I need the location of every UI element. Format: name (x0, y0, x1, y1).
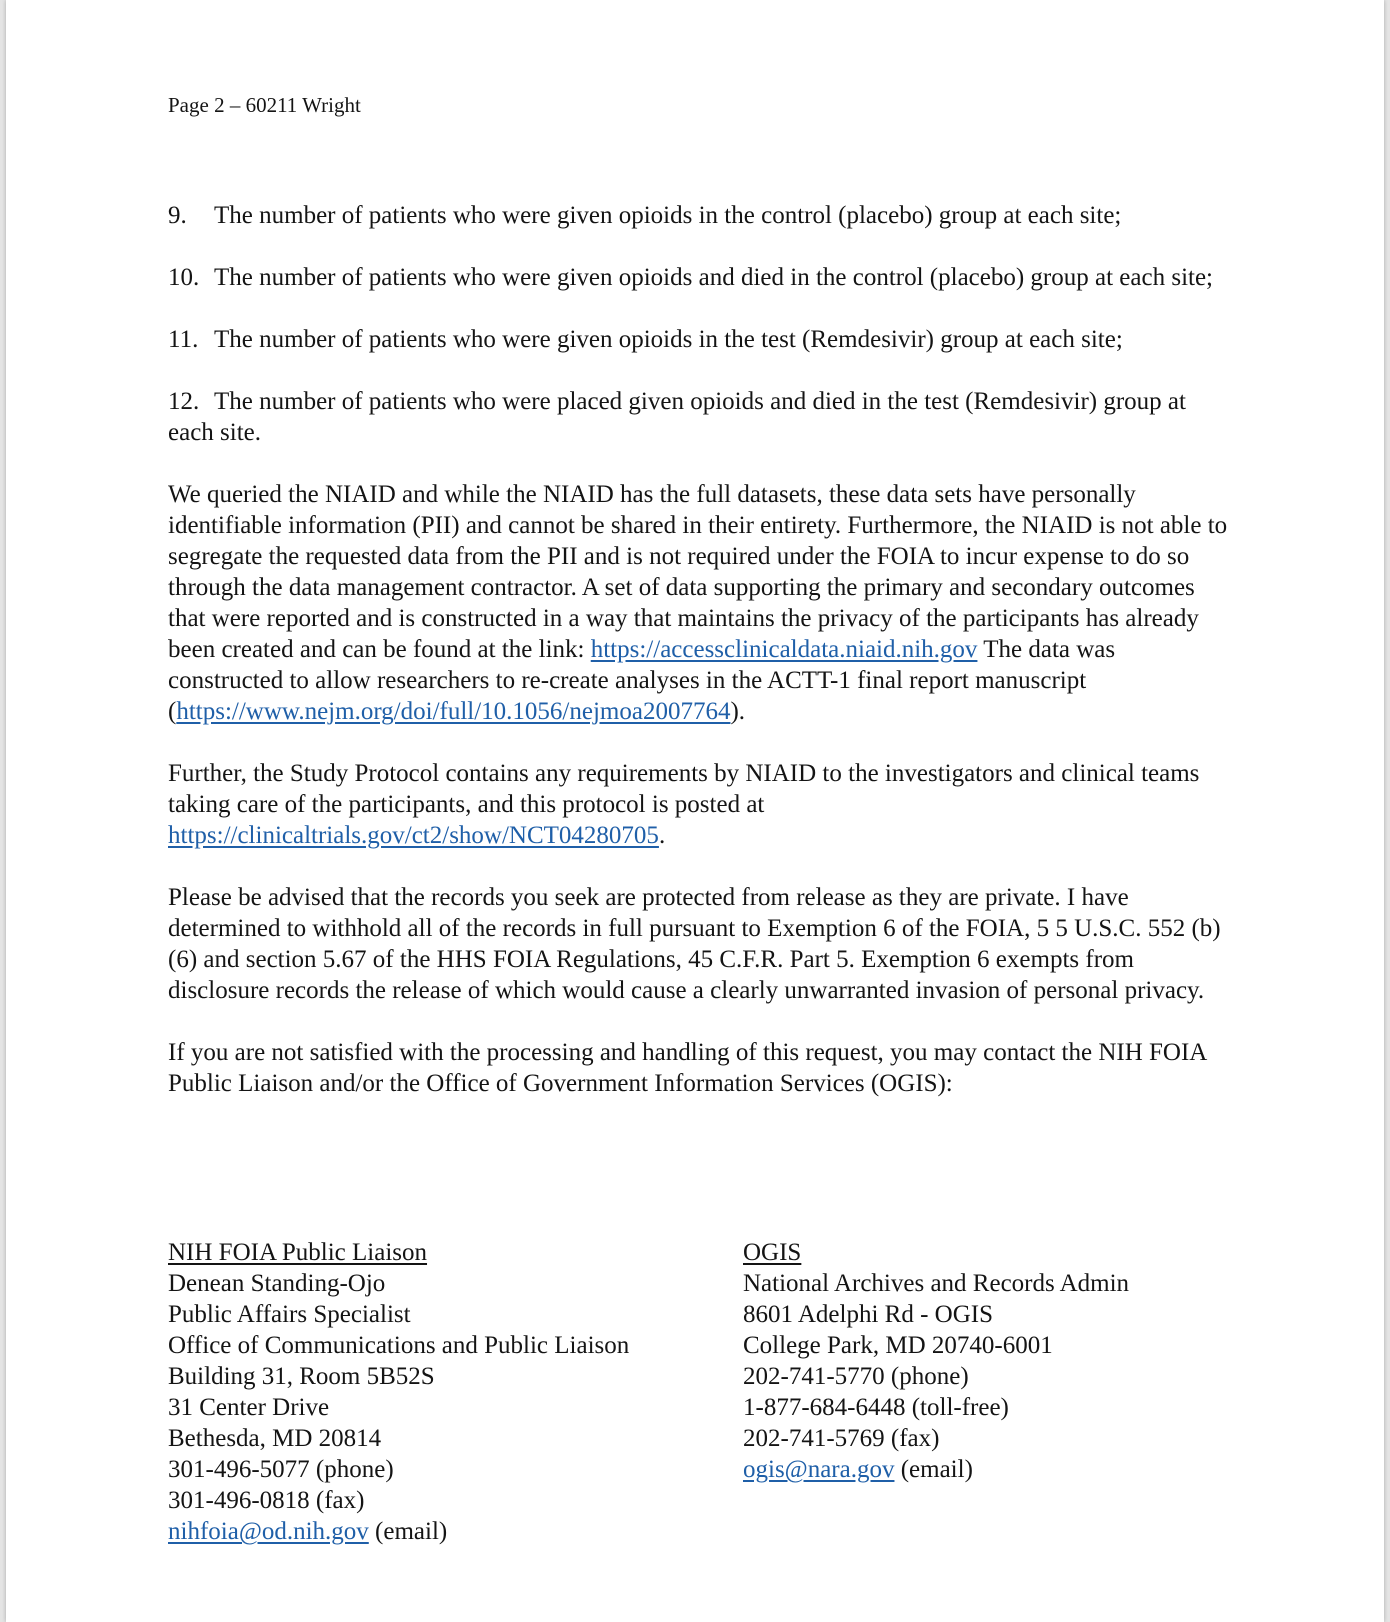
ogis-contact-city: College Park, MD 20740-6001 (743, 1332, 1053, 1359)
study-protocol-paragraph (168, 758, 1228, 851)
ogis-email-link[interactable]: ogis@nara.gov (743, 1456, 895, 1483)
ogis-contact-phone: 202-741-5770 (phone) (743, 1363, 969, 1390)
nih-contact-office: Office of Communications and Public Liaison (168, 1332, 630, 1359)
exemption-paragraph: Please be advised that the records you seek are protected from release as they are private. I have determined to withhold all of the records in full pursuant to Exemption 6 of the FOIA, 5 5 U.S.C. 552 (b)(6) and section 5.67 of the HHS FOIA Regulations, 45 C.F.R. Part 5. Exemption 6 exempts from disclosure records the release of which would cause a clearly unwarranted invasion of personal privacy. (168, 884, 1221, 1004)
protocol-text-end: . (658, 822, 666, 849)
niaid-dataset-paragraph (168, 479, 1228, 727)
nih-email-link[interactable]: nihfoia@od.nih.gov (168, 1518, 369, 1545)
nih-contact-street: 31 Center Drive (168, 1394, 330, 1421)
nih-contact-name: Denean Standing-Ojo (168, 1270, 386, 1297)
list-item-number: 9. (168, 202, 187, 229)
list-item-text: The number of patients who were given opioids in the control (placebo) group at each site; (214, 202, 1122, 229)
ogis-contact-org: National Archives and Records Admin (743, 1270, 1130, 1297)
list-item-number: 10. (168, 264, 200, 291)
nih-contact-fax: 301-496-0818 (fax) (168, 1487, 365, 1514)
nih-contact-city: Bethesda, MD 20814 (168, 1425, 382, 1452)
niaid-text-part-1: We queried the NIAID and while the NIAID has the full datasets, these data sets have personally identifiable information (PII) and cannot be shared in their entirety. Furthermore, the NIAID is not able to segregate the requested data from the PII and is not required under the FOIA to incur expense to do so through the data management contractor. A set of data supporting the primary and secondary outcomes that were reported and is constructed in a way that maintains the privacy of the participants has already been created and can be found at the link: (168, 481, 1228, 663)
list-item (168, 324, 1228, 355)
list-item-number: 12. (168, 388, 200, 415)
clinicaltrials-link[interactable]: https://clinicaltrials.gov/ct2/show/NCT04280705 (168, 822, 659, 849)
nejm-article-link[interactable]: https://www.nejm.org/doi/full/10.1056/nejmoa2007764 (176, 698, 731, 725)
ogis-contact-block (743, 1237, 1223, 1485)
document-page (6, 0, 1384, 1622)
ogis-contact-tollfree: 1-877-684-6448 (toll-free) (743, 1394, 1009, 1421)
list-item-text: The number of patients who were given opioids in the test (Remdesivir) group at each site; (214, 326, 1123, 353)
nih-contact-phone: 301-496-5077 (phone) (168, 1456, 394, 1483)
ogis-contact-fax: 202-741-5769 (fax) (743, 1425, 940, 1452)
nih-contact-email-line (168, 1516, 728, 1547)
letter-body (168, 200, 1228, 1130)
nih-email-suffix: (email) (368, 1518, 448, 1545)
list-item-text: The number of patients who were placed given opioids and died in the test (Remdesivir) group at each site. (168, 388, 1186, 446)
ogis-contact-email-line (743, 1454, 1223, 1485)
nih-contact-room: Building 31, Room 5B52S (168, 1363, 435, 1390)
list-item (168, 262, 1228, 293)
ogis-contact-street: 8601 Adelphi Rd - OGIS (743, 1301, 993, 1328)
list-item (168, 386, 1228, 448)
ogis-email-suffix: (email) (894, 1456, 973, 1483)
contact-intro-paragraph: If you are not satisfied with the processing and handling of this request, you may contact the NIH FOIA Public Liaison and/or the Office of Government Information Services (OGIS): (168, 1039, 1206, 1097)
niaid-text-part-3: ). (730, 698, 746, 725)
protocol-text: Further, the Study Protocol contains any requirements by NIAID to the investigators and clinical teams taking care of the participants, and this protocol is posted at (168, 760, 1200, 818)
nih-contact-title: Public Affairs Specialist (168, 1301, 411, 1328)
nih-contact-block (168, 1237, 728, 1547)
niaid-text-part-2: The data was constructed to allow researchers to re-create analyses in the ACTT-1 final report manuscript ( (168, 636, 1116, 725)
list-item (168, 200, 1228, 231)
nih-contact-heading: NIH FOIA Public Liaison (168, 1239, 428, 1266)
list-item-text: The number of patients who were given opioids and died in the control (placebo) group at each site; (214, 264, 1213, 291)
ogis-contact-heading: OGIS (743, 1239, 802, 1266)
list-item-number: 11. (168, 326, 199, 353)
page-header: Page 2 – 60211 Wright (168, 93, 361, 117)
accessclinicaldata-link[interactable]: https://accessclinicaldata.niaid.nih.gov (590, 636, 978, 663)
